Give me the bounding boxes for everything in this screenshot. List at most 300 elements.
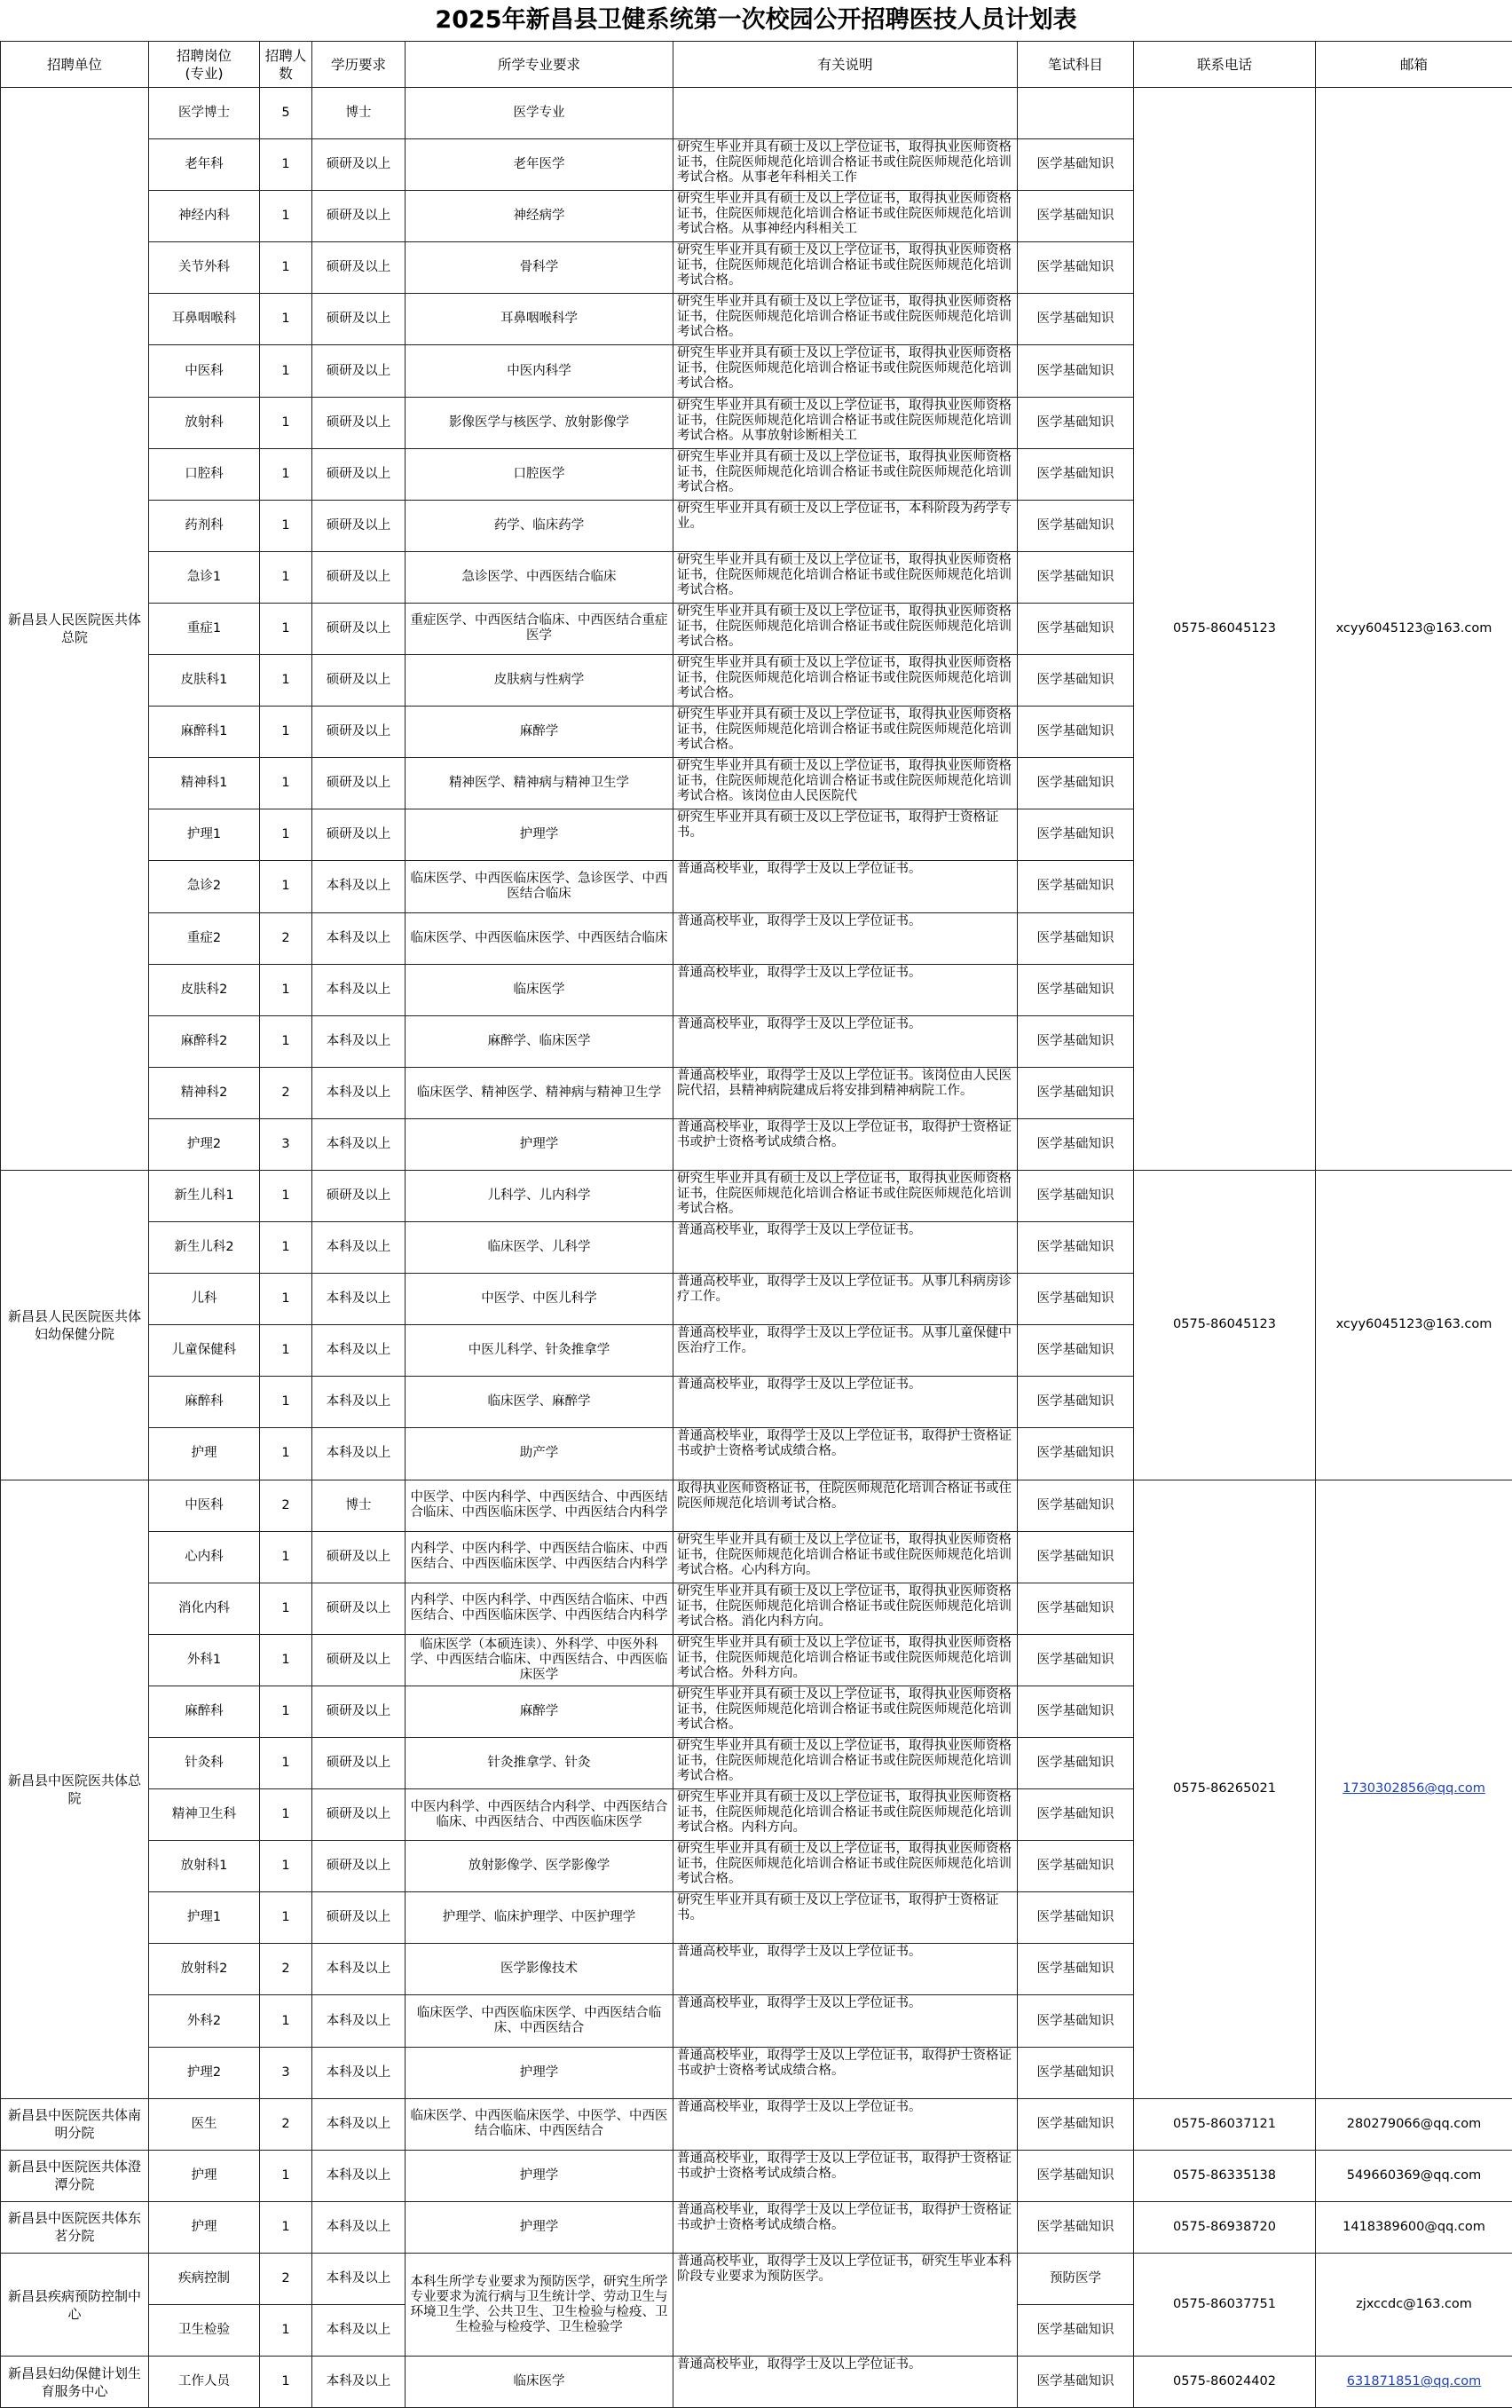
- recruiting-unit: 新昌县人民医院医共体总院: [1, 88, 149, 1171]
- exam-subject: 医学基础知识: [1018, 707, 1134, 758]
- post-name: 口腔科: [149, 448, 260, 500]
- contact-phone: 0575-86024402: [1134, 2357, 1316, 2408]
- post-name: 放射科1: [149, 1841, 260, 1892]
- table-row: [1, 1480, 1512, 1531]
- major-requirement: 麻醉学: [406, 1686, 673, 1737]
- notes: 研究生毕业并具有硕士及以上学位证书，取得执业医师资格证书，住院医师规范化培训合格证书或住院医师规范化培训考试合格。: [673, 1738, 1018, 1789]
- post-name: 针灸科: [149, 1738, 260, 1789]
- notes: 研究生毕业并具有硕士及以上学位证书，取得执业医师资格证书，住院医师规范化培训合格证书或住院医师规范化培训考试合格。: [673, 242, 1018, 294]
- headcount: 1: [260, 603, 312, 654]
- post-name: 外科2: [149, 1995, 260, 2047]
- exam-subject: 医学基础知识: [1018, 1583, 1134, 1634]
- notes: 普通高校毕业，取得学士及以上学位证书。: [673, 1944, 1018, 1995]
- education-requirement: 本科及以上: [312, 2253, 406, 2304]
- recruiting-unit: 新昌县疾病预防控制中心: [1, 2253, 149, 2356]
- notes: 普通高校毕业，取得学士及以上学位证书。: [673, 1377, 1018, 1428]
- headcount: 2: [260, 1944, 312, 1995]
- post-name: 外科1: [149, 1634, 260, 1686]
- exam-subject: 医学基础知识: [1018, 1686, 1134, 1737]
- column-header: 邮箱: [1316, 42, 1512, 88]
- education-requirement: 本科及以上: [312, 2305, 406, 2357]
- contact-phone: 0575-86265021: [1134, 1480, 1316, 2098]
- education-requirement: 本科及以上: [312, 1944, 406, 1995]
- notes: 研究生毕业并具有硕士及以上学位证书，取得执业医师资格证书，住院医师规范化培训合格证书或住院医师规范化培训考试合格。从事神经内科相关工: [673, 191, 1018, 242]
- headcount: 1: [260, 1634, 312, 1686]
- major-requirement: 中医儿科学、针灸推拿学: [406, 1325, 673, 1377]
- post-name: 护理2: [149, 1118, 260, 1170]
- major-requirement: 护理学: [406, 809, 673, 861]
- recruiting-unit: 新昌县人民医院医共体妇幼保健分院: [1, 1170, 149, 1480]
- notes: 普通高校毕业，取得学士及以上学位证书。: [673, 861, 1018, 912]
- headcount: 1: [260, 1995, 312, 2047]
- education-requirement: 本科及以上: [312, 1222, 406, 1274]
- notes: 普通高校毕业，取得学士及以上学位证书。: [673, 2098, 1018, 2150]
- column-header: 招聘人数: [260, 42, 312, 88]
- exam-subject: 医学基础知识: [1018, 1325, 1134, 1377]
- notes: 研究生毕业并具有硕士及以上学位证书，取得执业医师资格证书，住院医师规范化培训合格证书或住院医师规范化培训考试合格。: [673, 1170, 1018, 1221]
- exam-subject: 医学基础知识: [1018, 1892, 1134, 1944]
- recruiting-unit: 新昌县中医院医共体东茗分院: [1, 2201, 149, 2253]
- education-requirement: 硕研及以上: [312, 1531, 406, 1583]
- education-requirement: 博士: [312, 88, 406, 139]
- major-requirement: 护理学: [406, 2047, 673, 2098]
- major-requirement: 临床医学、精神医学、精神病与精神卫生学: [406, 1067, 673, 1118]
- headcount: 2: [260, 2098, 312, 2150]
- headcount: 1: [260, 2305, 312, 2357]
- contact-phone: 0575-86045123: [1134, 1170, 1316, 1480]
- notes: 研究生毕业并具有硕士及以上学位证书，取得执业医师资格证书，住院医师规范化培训合格证书或住院医师规范化培训考试合格。从事老年科相关工作: [673, 139, 1018, 191]
- education-requirement: 硕研及以上: [312, 1892, 406, 1944]
- notes: 普通高校毕业，取得学士及以上学位证书，取得护士资格证书或护士资格考试成绩合格。: [673, 2047, 1018, 2098]
- exam-subject: 医学基础知识: [1018, 294, 1134, 345]
- notes: 普通高校毕业，取得学士及以上学位证书。: [673, 2357, 1018, 2408]
- headcount: 1: [260, 2150, 312, 2201]
- exam-subject: 医学基础知识: [1018, 603, 1134, 654]
- exam-subject: 医学基础知识: [1018, 964, 1134, 1015]
- post-name: 护理: [149, 1428, 260, 1480]
- contact-phone: 0575-86938720: [1134, 2201, 1316, 2253]
- headcount: 1: [260, 1222, 312, 1274]
- table-row: [1, 2253, 1512, 2304]
- exam-subject: 医学基础知识: [1018, 2098, 1134, 2150]
- education-requirement: 硕研及以上: [312, 758, 406, 809]
- education-requirement: 本科及以上: [312, 1118, 406, 1170]
- education-requirement: 硕研及以上: [312, 1170, 406, 1221]
- table-body: [1, 88, 1512, 2408]
- major-requirement: 针灸推拿学、针灸: [406, 1738, 673, 1789]
- headcount: 1: [260, 1892, 312, 1944]
- header-row: [1, 42, 1512, 88]
- exam-subject: 医学基础知识: [1018, 242, 1134, 294]
- post-name: 护理: [149, 2201, 260, 2253]
- notes: 普通高校毕业，取得学士及以上学位证书。: [673, 1222, 1018, 1274]
- education-requirement: 硕研及以上: [312, 707, 406, 758]
- post-name: 老年科: [149, 139, 260, 191]
- major-requirement: 口腔医学: [406, 448, 673, 500]
- post-name: 麻醉科: [149, 1377, 260, 1428]
- recruitment-plan-table: [0, 41, 1512, 2408]
- education-requirement: 硕研及以上: [312, 1841, 406, 1892]
- post-name: 麻醉科: [149, 1686, 260, 1737]
- exam-subject: 医学基础知识: [1018, 1841, 1134, 1892]
- major-requirement: 助产学: [406, 1428, 673, 1480]
- post-name: 精神科2: [149, 1067, 260, 1118]
- post-name: 儿童保健科: [149, 1325, 260, 1377]
- exam-subject: 医学基础知识: [1018, 551, 1134, 603]
- headcount: 3: [260, 2047, 312, 2098]
- headcount: 1: [260, 707, 312, 758]
- recruiting-unit: 新昌县中医院医共体南明分院: [1, 2098, 149, 2150]
- headcount: 1: [260, 1686, 312, 1737]
- post-name: 中医科: [149, 345, 260, 397]
- contact-phone: 0575-86045123: [1134, 88, 1316, 1171]
- headcount: 1: [260, 861, 312, 912]
- headcount: 5: [260, 88, 312, 139]
- notes: 研究生毕业并具有硕士及以上学位证书，取得执业医师资格证书，住院医师规范化培训合格证书或住院医师规范化培训考试合格。: [673, 1686, 1018, 1737]
- major-requirement: 临床医学、中西医临床医学、中西医结合临床、中西医结合: [406, 1995, 673, 2047]
- headcount: 1: [260, 655, 312, 707]
- headcount: 1: [260, 345, 312, 397]
- headcount: 2: [260, 912, 312, 964]
- exam-subject: 医学基础知识: [1018, 1944, 1134, 1995]
- education-requirement: 本科及以上: [312, 2357, 406, 2408]
- column-header: 招聘岗位 (专业): [149, 42, 260, 88]
- headcount: 1: [260, 758, 312, 809]
- headcount: 1: [260, 1170, 312, 1221]
- major-requirement: 耳鼻咽喉科学: [406, 294, 673, 345]
- major-requirement: 麻醉学、临床医学: [406, 1015, 673, 1067]
- major-requirement: 临床医学、麻醉学: [406, 1377, 673, 1428]
- major-requirement: 临床医学、中西医临床医学、中医学、中西医结合临床、中西医结合: [406, 2098, 673, 2150]
- post-name: 重症2: [149, 912, 260, 964]
- education-requirement: 硕研及以上: [312, 345, 406, 397]
- education-requirement: 硕研及以上: [312, 191, 406, 242]
- major-requirement: 临床医学（本硕连读）、外科学、中医外科学、中西医结合临床、中西医结合、中西医临床医学: [406, 1634, 673, 1686]
- major-requirement: 医学影像技术: [406, 1944, 673, 1995]
- post-name: 医学博士: [149, 88, 260, 139]
- education-requirement: 硕研及以上: [312, 242, 406, 294]
- major-requirement: 内科学、中医内科学、中西医结合临床、中西医结合、中西医临床医学、中西医结合内科学: [406, 1583, 673, 1634]
- notes: 研究生毕业并具有硕士及以上学位证书，取得执业医师资格证书，住院医师规范化培训合格证书或住院医师规范化培训考试合格。: [673, 448, 1018, 500]
- notes: 普通高校毕业，取得学士及以上学位证书，取得护士资格证书或护士资格考试成绩合格。: [673, 1428, 1018, 1480]
- notes: 研究生毕业并具有硕士及以上学位证书，取得执业医师资格证书，住院医师规范化培训合格证书或住院医师规范化培训考试合格。内科方向。: [673, 1789, 1018, 1841]
- education-requirement: 本科及以上: [312, 1995, 406, 2047]
- notes: 普通高校毕业，取得学士及以上学位证书，取得护士资格证书或护士资格考试成绩合格。: [673, 1118, 1018, 1170]
- table-row: [1, 2150, 1512, 2201]
- post-name: 疾病控制: [149, 2253, 260, 2304]
- headcount: 1: [260, 139, 312, 191]
- major-requirement: 重症医学、中西医结合临床、中西医结合重症医学: [406, 603, 673, 654]
- exam-subject: 医学基础知识: [1018, 1738, 1134, 1789]
- exam-subject: 医学基础知识: [1018, 1170, 1134, 1221]
- headcount: 2: [260, 1480, 312, 1531]
- notes: 普通高校毕业，取得学士及以上学位证书。: [673, 1015, 1018, 1067]
- notes: 研究生毕业并具有硕士及以上学位证书，取得执业医师资格证书，住院医师规范化培训合格证书或住院医师规范化培训考试合格。外科方向。: [673, 1634, 1018, 1686]
- notes: 研究生毕业并具有硕士及以上学位证书，取得执业医师资格证书，住院医师规范化培训合格证书或住院医师规范化培训考试合格。: [673, 345, 1018, 397]
- notes: 普通高校毕业，取得学士及以上学位证书。: [673, 964, 1018, 1015]
- headcount: 1: [260, 1428, 312, 1480]
- exam-subject: 医学基础知识: [1018, 139, 1134, 191]
- headcount: 1: [260, 1015, 312, 1067]
- exam-subject: 医学基础知识: [1018, 861, 1134, 912]
- education-requirement: 硕研及以上: [312, 500, 406, 551]
- notes: 研究生毕业并具有硕士及以上学位证书，取得执业医师资格证书，住院医师规范化培训合格证书或住院医师规范化培训考试合格。: [673, 603, 1018, 654]
- exam-subject: 医学基础知识: [1018, 1428, 1134, 1480]
- education-requirement: 本科及以上: [312, 2201, 406, 2253]
- major-requirement: 放射影像学、医学影像学: [406, 1841, 673, 1892]
- headcount: 1: [260, 1738, 312, 1789]
- post-name: 护理1: [149, 1892, 260, 1944]
- post-name: 心内科: [149, 1531, 260, 1583]
- education-requirement: 硕研及以上: [312, 139, 406, 191]
- post-name: 麻醉科2: [149, 1015, 260, 1067]
- table-row: [1, 1170, 1512, 1221]
- headcount: 1: [260, 500, 312, 551]
- exam-subject: 医学基础知识: [1018, 2201, 1134, 2253]
- table-row: [1, 88, 1512, 139]
- exam-subject: 医学基础知识: [1018, 1067, 1134, 1118]
- major-requirement: 中医学、中医内科学、中西医结合、中西医结合临床、中西医临床医学、中西医结合内科学: [406, 1480, 673, 1531]
- education-requirement: 本科及以上: [312, 912, 406, 964]
- post-name: 中医科: [149, 1480, 260, 1531]
- post-name: 放射科2: [149, 1944, 260, 1995]
- education-requirement: 硕研及以上: [312, 655, 406, 707]
- exam-subject: 医学基础知识: [1018, 1995, 1134, 2047]
- notes: 研究生毕业并具有硕士及以上学位证书，取得执业医师资格证书，住院医师规范化培训合格证书或住院医师规范化培训考试合格。: [673, 551, 1018, 603]
- major-requirement: 中医内科学: [406, 345, 673, 397]
- education-requirement: 硕研及以上: [312, 1686, 406, 1737]
- exam-subject: 医学基础知识: [1018, 2305, 1134, 2357]
- major-requirement: 急诊医学、中西医结合临床: [406, 551, 673, 603]
- major-requirement: 护理学: [406, 2150, 673, 2201]
- headcount: 1: [260, 1531, 312, 1583]
- post-name: 神经内科: [149, 191, 260, 242]
- major-requirement: 神经病学: [406, 191, 673, 242]
- post-name: 精神卫生科: [149, 1789, 260, 1841]
- major-requirement: 麻醉学: [406, 707, 673, 758]
- column-header: 有关说明: [673, 42, 1018, 88]
- exam-subject: 医学基础知识: [1018, 1531, 1134, 1583]
- email-link[interactable]: 1730302856@qq.com: [1343, 1781, 1485, 1796]
- column-header: 学历要求: [312, 42, 406, 88]
- table-row: [1, 2357, 1512, 2408]
- education-requirement: 硕研及以上: [312, 1583, 406, 1634]
- education-requirement: 硕研及以上: [312, 397, 406, 448]
- headcount: 1: [260, 242, 312, 294]
- post-name: 关节外科: [149, 242, 260, 294]
- email-cell: xcyy6045123@163.com: [1316, 88, 1512, 1171]
- post-name: 药剂科: [149, 500, 260, 551]
- contact-phone: 0575-86335138: [1134, 2150, 1316, 2201]
- major-requirement: 影像医学与核医学、放射影像学: [406, 397, 673, 448]
- education-requirement: 本科及以上: [312, 2098, 406, 2150]
- notes: 普通高校毕业，取得学士及以上学位证书。: [673, 1995, 1018, 2047]
- notes: 研究生毕业并具有硕士及以上学位证书，取得执业医师资格证书，住院医师规范化培训合格证书或住院医师规范化培训考试合格。: [673, 707, 1018, 758]
- headcount: 1: [260, 294, 312, 345]
- education-requirement: 硕研及以上: [312, 1634, 406, 1686]
- major-requirement: 护理学、临床护理学、中医护理学: [406, 1892, 673, 1944]
- notes: 普通高校毕业，取得学士及以上学位证书。从事儿童保健中医治疗工作。: [673, 1325, 1018, 1377]
- notes: 取得执业医师资格证书，住院医师规范化培训合格证书或住院医师规范化培训考试合格。: [673, 1480, 1018, 1531]
- email-cell: 1418389600@qq.com: [1316, 2201, 1512, 2253]
- education-requirement: 硕研及以上: [312, 551, 406, 603]
- notes: 普通高校毕业，取得学士及以上学位证书。从事儿科病房诊疗工作。: [673, 1274, 1018, 1325]
- post-name: 医生: [149, 2098, 260, 2150]
- major-requirement: 药学、临床药学: [406, 500, 673, 551]
- notes: 研究生毕业并具有硕士及以上学位证书，取得执业医师资格证书，住院医师规范化培训合格证书或住院医师规范化培训考试合格。: [673, 1841, 1018, 1892]
- headcount: 1: [260, 397, 312, 448]
- notes: 研究生毕业并具有硕士及以上学位证书，取得执业医师资格证书，住院医师规范化培训合格证书或住院医师规范化培训考试合格。从事放射诊断相关工: [673, 397, 1018, 448]
- education-requirement: 硕研及以上: [312, 448, 406, 500]
- major-requirement: 护理学: [406, 1118, 673, 1170]
- major-requirement: 医学专业: [406, 88, 673, 139]
- notes: 普通高校毕业，取得学士及以上学位证书，取得护士资格证书或护士资格考试成绩合格。: [673, 2150, 1018, 2201]
- post-name: 急诊2: [149, 861, 260, 912]
- post-name: 消化内科: [149, 1583, 260, 1634]
- education-requirement: 本科及以上: [312, 1377, 406, 1428]
- post-name: 重症1: [149, 603, 260, 654]
- exam-subject: 医学基础知识: [1018, 397, 1134, 448]
- notes: 研究生毕业并具有硕士及以上学位证书，取得执业医师资格证书，住院医师规范化培训合格证书或住院医师规范化培训考试合格。: [673, 294, 1018, 345]
- major-requirement: 临床医学、中西医临床医学、中西医结合临床: [406, 912, 673, 964]
- notes: 普通高校毕业，取得学士及以上学位证书，取得护士资格证书或护士资格考试成绩合格。: [673, 2201, 1018, 2253]
- email-link[interactable]: 631871851@qq.com: [1347, 2374, 1482, 2388]
- exam-subject: 医学基础知识: [1018, 500, 1134, 551]
- recruiting-unit: 新昌县妇幼保健计划生育服务中心: [1, 2357, 149, 2408]
- post-name: 皮肤科2: [149, 964, 260, 1015]
- major-requirement: 临床医学、儿科学: [406, 1222, 673, 1274]
- major-requirement: 精神医学、精神病与精神卫生学: [406, 758, 673, 809]
- notes: 研究生毕业并具有硕士及以上学位证书，取得护士资格证书。: [673, 1892, 1018, 1944]
- notes: 研究生毕业并具有硕士及以上学位证书，取得执业医师资格证书，住院医师规范化培训合格证书或住院医师规范化培训考试合格。心内科方向。: [673, 1531, 1018, 1583]
- major-requirement: 骨科学: [406, 242, 673, 294]
- exam-subject: 医学基础知识: [1018, 655, 1134, 707]
- email-cell: [1316, 2357, 1512, 2408]
- headcount: 1: [260, 1377, 312, 1428]
- headcount: 1: [260, 551, 312, 603]
- exam-subject: 预防医学: [1018, 2253, 1134, 2304]
- headcount: 1: [260, 1325, 312, 1377]
- major-requirement: 老年医学: [406, 139, 673, 191]
- exam-subject: 医学基础知识: [1018, 1634, 1134, 1686]
- major-requirement: 临床医学: [406, 964, 673, 1015]
- headcount: 1: [260, 1274, 312, 1325]
- education-requirement: 硕研及以上: [312, 809, 406, 861]
- headcount: 1: [260, 1583, 312, 1634]
- post-name: 皮肤科1: [149, 655, 260, 707]
- column-header: 招聘单位: [1, 42, 149, 88]
- education-requirement: 硕研及以上: [312, 1738, 406, 1789]
- post-name: 护理: [149, 2150, 260, 2201]
- education-requirement: 硕研及以上: [312, 1789, 406, 1841]
- major-requirement: 临床医学、中西医临床医学、急诊医学、中西医结合临床: [406, 861, 673, 912]
- post-name: 护理1: [149, 809, 260, 861]
- table-row: [1, 2098, 1512, 2150]
- major-requirement: 内科学、中医内科学、中西医结合临床、中西医结合、中西医临床医学、中西医结合内科学: [406, 1531, 673, 1583]
- contact-phone: 0575-86037751: [1134, 2253, 1316, 2356]
- education-requirement: 本科及以上: [312, 1274, 406, 1325]
- notes: 研究生毕业并具有硕士及以上学位证书，取得护士资格证书。: [673, 809, 1018, 861]
- education-requirement: 硕研及以上: [312, 603, 406, 654]
- education-requirement: 本科及以上: [312, 964, 406, 1015]
- exam-subject: 医学基础知识: [1018, 1274, 1134, 1325]
- page-title: 2025年新昌县卫健系统第一次校园公开招聘医技人员计划表: [0, 0, 1512, 41]
- contact-phone: 0575-86037121: [1134, 2098, 1316, 2150]
- post-name: 卫生检验: [149, 2305, 260, 2357]
- exam-subject: 医学基础知识: [1018, 1480, 1134, 1531]
- notes: 研究生毕业并具有硕士及以上学位证书，本科阶段为药学专业。: [673, 500, 1018, 551]
- headcount: 2: [260, 1067, 312, 1118]
- exam-subject: 医学基础知识: [1018, 191, 1134, 242]
- headcount: 1: [260, 1841, 312, 1892]
- notes: 研究生毕业并具有硕士及以上学位证书，取得执业医师资格证书，住院医师规范化培训合格证书或住院医师规范化培训考试合格。消化内科方向。: [673, 1583, 1018, 1634]
- exam-subject: 医学基础知识: [1018, 2047, 1134, 2098]
- education-requirement: 本科及以上: [312, 861, 406, 912]
- major-requirement: 临床医学: [406, 2357, 673, 2408]
- exam-subject: 医学基础知识: [1018, 345, 1134, 397]
- post-name: 儿科: [149, 1274, 260, 1325]
- column-header: 笔试科目: [1018, 42, 1134, 88]
- exam-subject: 医学基础知识: [1018, 1789, 1134, 1841]
- headcount: 1: [260, 448, 312, 500]
- notes: 普通高校毕业，取得学士及以上学位证书。: [673, 912, 1018, 964]
- exam-subject: 医学基础知识: [1018, 758, 1134, 809]
- exam-subject: 医学基础知识: [1018, 2150, 1134, 2201]
- headcount: 3: [260, 1118, 312, 1170]
- post-name: 工作人员: [149, 2357, 260, 2408]
- education-requirement: 本科及以上: [312, 1015, 406, 1067]
- notes: 普通高校毕业，取得学士及以上学位证书，研究生毕业本科阶段专业要求为预防医学。: [673, 2253, 1018, 2356]
- major-requirement: 中医内科学、中西医结合内科学、中西医结合临床、中西医结合、中西医临床医学: [406, 1789, 673, 1841]
- post-name: 耳鼻咽喉科: [149, 294, 260, 345]
- education-requirement: 本科及以上: [312, 1325, 406, 1377]
- post-name: 精神科1: [149, 758, 260, 809]
- major-requirement: 本科生所学专业要求为预防医学，研究生所学专业要求为流行病与卫生统计学、劳动卫生与环境卫生学、公共卫生、卫生检验与检疫、卫生检验与检疫学、卫生检验学: [406, 2253, 673, 2356]
- headcount: 1: [260, 191, 312, 242]
- email-cell: 280279066@qq.com: [1316, 2098, 1512, 2150]
- exam-subject: [1018, 88, 1134, 139]
- education-requirement: 本科及以上: [312, 1067, 406, 1118]
- notes: [673, 88, 1018, 139]
- post-name: 急诊1: [149, 551, 260, 603]
- education-requirement: 本科及以上: [312, 2047, 406, 2098]
- notes: 研究生毕业并具有硕士及以上学位证书，取得执业医师资格证书，住院医师规范化培训合格证书或住院医师规范化培训考试合格。: [673, 655, 1018, 707]
- headcount: 1: [260, 964, 312, 1015]
- recruiting-unit: 新昌县中医院医共体澄潭分院: [1, 2150, 149, 2201]
- column-header: 所学专业要求: [406, 42, 673, 88]
- exam-subject: 医学基础知识: [1018, 1118, 1134, 1170]
- post-name: 新生儿科1: [149, 1170, 260, 1221]
- email-cell: zjxccdc@163.com: [1316, 2253, 1512, 2356]
- exam-subject: 医学基础知识: [1018, 809, 1134, 861]
- post-name: 麻醉科1: [149, 707, 260, 758]
- email-cell: [1316, 1480, 1512, 2098]
- education-requirement: 本科及以上: [312, 2150, 406, 2201]
- notes: 普通高校毕业，取得学士及以上学位证书。该岗位由人民医院代招，县精神病院建成后将安排到精神病院工作。: [673, 1067, 1018, 1118]
- post-name: 新生儿科2: [149, 1222, 260, 1274]
- education-requirement: 硕研及以上: [312, 294, 406, 345]
- email-cell: xcyy6045123@163.com: [1316, 1170, 1512, 1480]
- notes: 研究生毕业并具有硕士及以上学位证书，取得执业医师资格证书，住院医师规范化培训合格证书或住院医师规范化培训考试合格。该岗位由人民医院代: [673, 758, 1018, 809]
- headcount: 1: [260, 2357, 312, 2408]
- post-name: 护理2: [149, 2047, 260, 2098]
- column-header: 联系电话: [1134, 42, 1316, 88]
- education-requirement: 博士: [312, 1480, 406, 1531]
- headcount: 1: [260, 2201, 312, 2253]
- major-requirement: 皮肤病与性病学: [406, 655, 673, 707]
- exam-subject: 医学基础知识: [1018, 1222, 1134, 1274]
- exam-subject: 医学基础知识: [1018, 2357, 1134, 2408]
